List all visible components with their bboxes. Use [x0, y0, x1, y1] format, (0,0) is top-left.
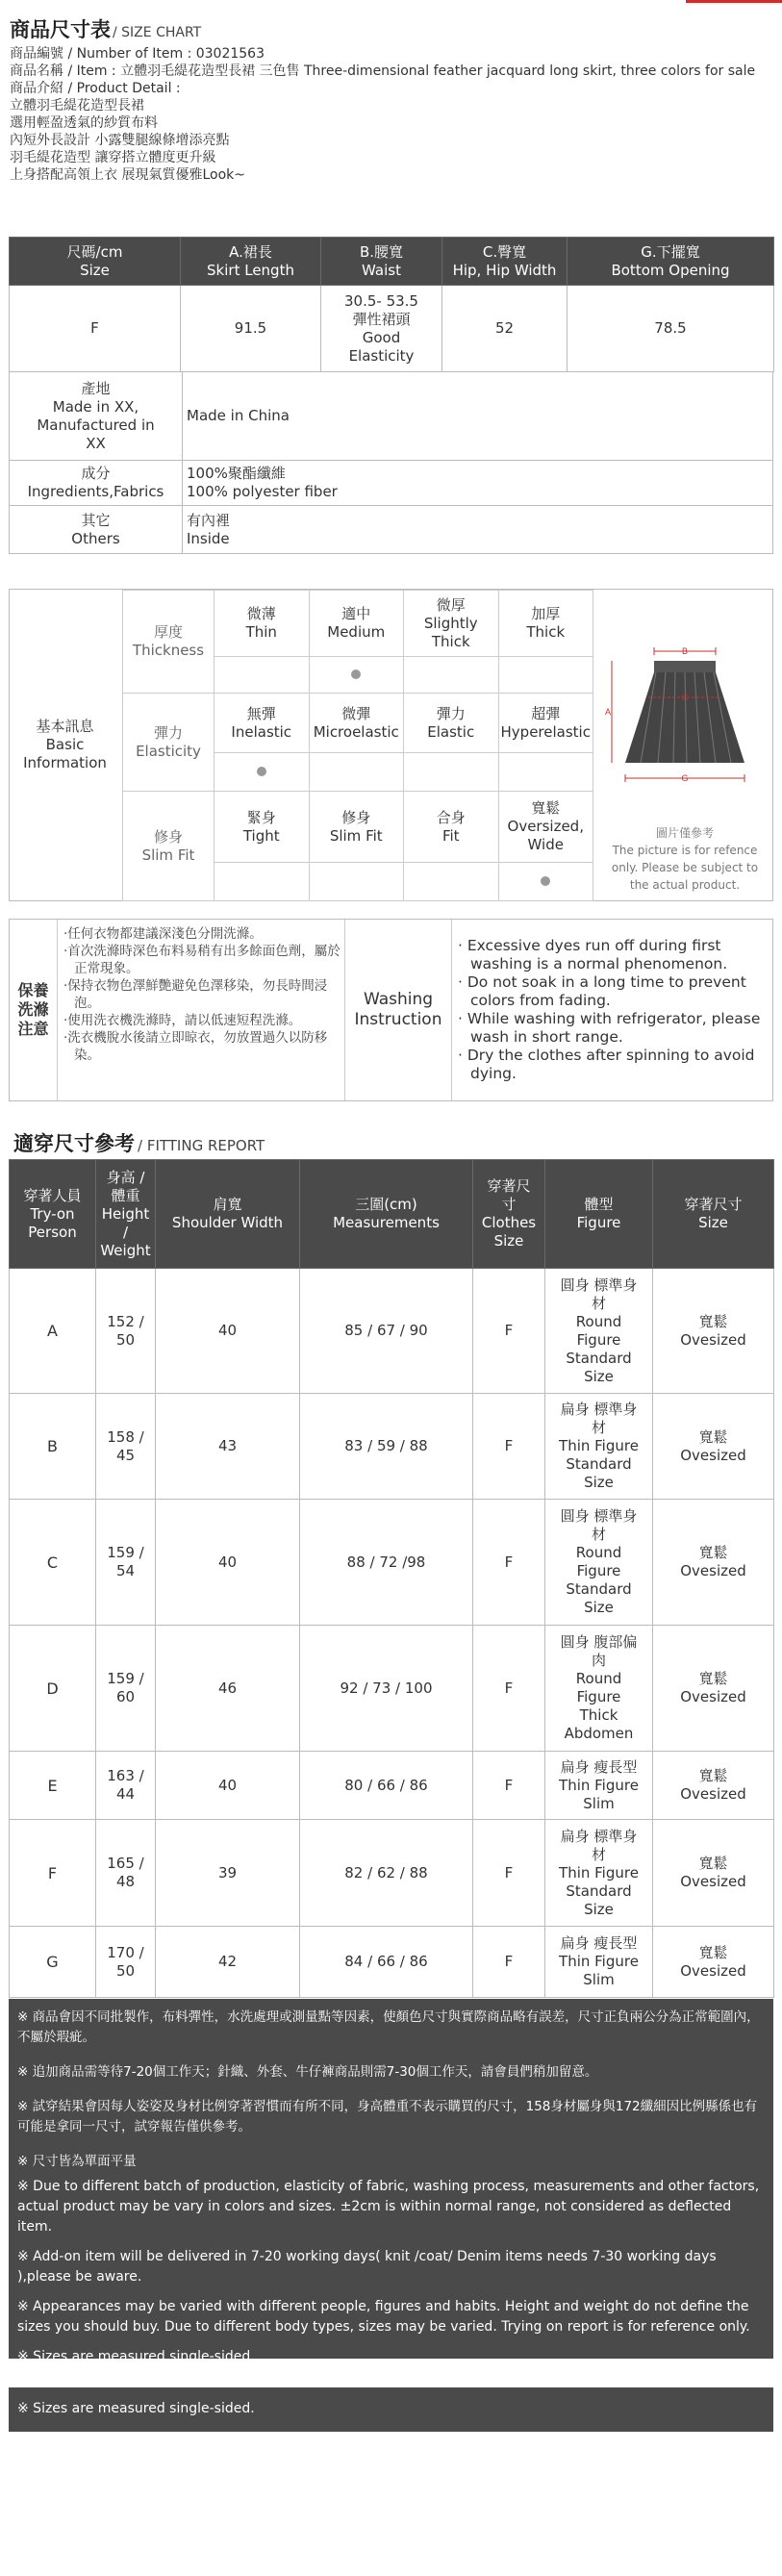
list-item: · Dry the clothes after spinning to avoid dying.	[458, 1047, 755, 1082]
person-cell: F	[10, 1820, 96, 1927]
item-number: 商品編號 / Number of Item : 03021563	[10, 46, 265, 62]
dot-cell	[404, 753, 499, 792]
fit-size-cell: 寬鬆 Ovesized	[653, 1394, 774, 1500]
height-weight-cell: 163 / 44	[96, 1752, 156, 1820]
header-bottom-opening: G.下擺寬 Bottom Opening	[568, 238, 774, 286]
note-footer: ※ Sizes are measured single-sided.	[17, 2401, 255, 2416]
fitting-title-zh: 適穿尺寸參考	[13, 1132, 135, 1155]
fitting-report-title	[13, 1128, 265, 1157]
cell-hip: 52	[442, 286, 568, 372]
header-skirt-length: A.裙長 Skirt Length	[181, 238, 321, 286]
elasticity-options-row	[123, 694, 593, 753]
dot-cell	[404, 657, 499, 694]
note-en: ※ Add-on item will be delivered in 7-20 working days( knit /coat/ Denim items needs 7-30 working days ),please be aware.	[17, 2249, 717, 2285]
list-item: ·任何衣物都建議深淺色分開洗滌。	[63, 926, 263, 942]
diagram-caption: 圖片僅參考 The picture is for refence only. Please be subject to the actual product.	[611, 826, 759, 892]
table-row	[10, 286, 774, 372]
cell-size: F	[10, 286, 181, 372]
others-row	[10, 506, 773, 554]
diagram-letter-g: G	[681, 773, 689, 783]
header-fit-size: 穿著尺寸 Size	[653, 1160, 774, 1269]
elasticity-option: 彈力 Elastic	[404, 694, 499, 753]
product-detail-line: 立體羽毛緹花造型長裙	[10, 98, 144, 114]
washing-list-zh	[63, 925, 342, 1064]
person-cell: D	[10, 1626, 96, 1752]
shoulder-cell: 42	[156, 1927, 300, 1998]
measurements-cell: 92 / 73 / 100	[300, 1626, 473, 1752]
dot-cell	[498, 657, 593, 694]
elasticity-option: 超彈 Hyperelastic	[498, 694, 593, 753]
height-weight-cell: 159 / 60	[96, 1626, 156, 1752]
dot-cell	[309, 863, 404, 901]
table-row	[10, 1927, 774, 1998]
measurements-cell: 85 / 67 / 90	[300, 1269, 473, 1394]
clothes-size-cell: F	[473, 1820, 545, 1927]
others-value: 有內裡 Inside	[183, 506, 773, 554]
shoulder-cell: 40	[156, 1269, 300, 1394]
measurements-cell: 84 / 66 / 86	[300, 1927, 473, 1998]
title-zh: 商品尺寸表	[10, 18, 111, 41]
note-zh: ※ 追加商品需等待7-20個工作天；針織、外套、牛仔褲商品則需7-30個工作天，請會員們稍加留意。	[17, 2064, 598, 2080]
accent-line	[686, 0, 782, 3]
table-row	[10, 1752, 774, 1820]
material-info-table	[9, 371, 773, 554]
list-item: ·保持衣物色澤鮮艷避免色澤移染，勿長時間浸泡。	[63, 978, 328, 1011]
fit-size-cell: 寬鬆 Ovesized	[653, 1820, 774, 1927]
thickness-label: 厚度 Thickness	[123, 591, 214, 694]
ingredients-row	[10, 461, 773, 506]
dot-cell	[498, 863, 593, 901]
clothes-size-cell: F	[473, 1927, 545, 1998]
elasticity-option: 微彈 Microelastic	[309, 694, 404, 753]
table-row	[10, 1820, 774, 1927]
header-size: 尺碼/cm Size	[10, 238, 181, 286]
measurements-cell: 82 / 62 / 88	[300, 1820, 473, 1927]
size-chart-header-row	[10, 238, 774, 286]
dot-cell	[498, 753, 593, 792]
thickness-options-row	[123, 591, 593, 657]
figure-cell: 圓身 標準身 材 Round Figure Standard Size	[545, 1500, 653, 1626]
note-en: ※ Appearances may be varied with different people, figures and habits. Height and weight do not define the sizes you should buy. Due to different body types, sizes may be varied. Trying on report is for reference only.	[17, 2299, 750, 2335]
elasticity-label: 彈力 Elasticity	[123, 694, 214, 792]
person-cell: E	[10, 1752, 96, 1820]
table-row	[10, 1626, 774, 1752]
shoulder-cell: 46	[156, 1626, 300, 1752]
header-person: 穿著人員 Try-on Person	[10, 1160, 96, 1269]
clothes-size-cell: F	[473, 1500, 545, 1626]
measurements-cell: 88 / 72 /98	[300, 1500, 473, 1626]
shoulder-cell: 43	[156, 1394, 300, 1500]
header-figure: 體型 Figure	[545, 1160, 653, 1269]
note-zh: ※ 商品會因不同批製作，布料彈性，水洗處理或測量點等因素，使顏色尺寸與實際商品略有誤差，尺寸正負兩公分為正常範圍內，不屬於瑕疵。	[17, 2009, 760, 2045]
diagram-letter-a: A	[604, 707, 612, 717]
title-en: / SIZE CHART	[113, 25, 202, 40]
figure-cell: 扁身 標準身 材 Thin Figure Standard Size	[545, 1394, 653, 1500]
notes-footer-panel	[9, 2387, 773, 2432]
header-waist: B.腰寬 Waist	[321, 238, 442, 286]
selected-dot	[257, 767, 266, 776]
dot-cell	[404, 863, 499, 901]
fit-option: 寬鬆 Oversized, Wide	[498, 792, 593, 863]
notes-zh-panel	[9, 1999, 773, 2170]
table-row	[10, 1394, 774, 1500]
size-chart-table	[9, 237, 774, 372]
header-clothes-size: 穿著尺 寸 Clothes Size	[473, 1160, 545, 1269]
height-weight-cell: 152 / 50	[96, 1269, 156, 1394]
figure-cell: 扁身 瘦長型 Thin Figure Slim	[545, 1752, 653, 1820]
height-weight-cell: 159 / 54	[96, 1500, 156, 1626]
list-item: ·使用洗衣機洗滌時，請以低速短程洗滌。	[63, 1013, 302, 1028]
skirt-diagram	[598, 619, 771, 897]
note-en: ※ Due to different batch of production, elasticity of fabric, washing process, measurements and other factors, actual product may be vary in colors and sizes. ±2cm is within normal range, not considered as deflected item.	[17, 2179, 760, 2235]
person-cell: A	[10, 1269, 96, 1394]
height-weight-cell: 165 / 48	[96, 1820, 156, 1927]
fitting-header-row	[10, 1160, 774, 1269]
dot-cell	[214, 753, 310, 792]
list-item: · Excessive dyes run off during first washing is a normal phenomenon.	[458, 937, 728, 972]
basic-info-grid	[122, 590, 593, 901]
figure-cell: 圓身 標準身 材 Round Figure Standard Size	[545, 1269, 653, 1394]
others-label: 其它 Others	[10, 506, 183, 554]
product-info	[10, 17, 774, 184]
fit-label: 修身 Slim Fit	[123, 792, 214, 901]
header-measurements: 三圍(cm) Measurements	[300, 1160, 473, 1269]
product-detail-label: 商品介紹 / Product Detail :	[10, 81, 181, 96]
origin-row	[10, 372, 773, 461]
list-item: ·洗衣機脫水後請立即晾衣，勿放置過久以防移染。	[63, 1030, 328, 1063]
elasticity-option: 無彈 Inelastic	[214, 694, 310, 753]
fitting-title-en: / FITTING REPORT	[138, 1137, 265, 1154]
fit-option: 緊身 Tight	[214, 792, 310, 863]
size-chart-title	[10, 17, 774, 42]
fit-size-cell: 寬鬆 Ovesized	[653, 1269, 774, 1394]
fit-size-cell: 寬鬆 Ovesized	[653, 1927, 774, 1998]
list-item: · Do not soak in a long time to prevent colors from fading.	[458, 973, 746, 1009]
table-row	[10, 1269, 774, 1394]
figure-cell: 扁身 瘦長型 Thin Figure Slim	[545, 1927, 653, 1998]
ingredients-label: 成分 Ingredients,Fabrics	[10, 461, 183, 506]
cell-waist: 30.5- 53.5 彈性裙頭 Good Elasticity	[321, 286, 442, 372]
product-detail-line: 羽毛緹花造型 讓穿搭立體度更升級	[10, 150, 216, 165]
dot-cell	[309, 753, 404, 792]
header-height-weight: 身高 / 體重 Height / Weight	[96, 1160, 156, 1269]
origin-value: Made in China	[183, 372, 773, 461]
header-shoulder: 肩寬 Shoulder Width	[156, 1160, 300, 1269]
note-zh: ※ 尺寸皆為單面平量	[17, 2154, 137, 2169]
item-name: 商品名稱 / Item : 立體羽毛緹花造型長裙 三色售 Three-dimensional feather jacquard long skirt, three colors for sale	[10, 63, 756, 79]
thickness-option: 加厚 Thick	[498, 591, 593, 657]
clothes-size-cell: F	[473, 1626, 545, 1752]
clothes-size-cell: F	[473, 1752, 545, 1820]
cell-skirt-length: 91.5	[181, 286, 321, 372]
measurements-cell: 80 / 66 / 86	[300, 1752, 473, 1820]
washing-list-en	[458, 937, 770, 1083]
cell-bottom-opening: 78.5	[568, 286, 774, 372]
shoulder-cell: 39	[156, 1820, 300, 1927]
product-detail-line: 內短外長設計 小露雙腿線條增添亮點	[10, 133, 230, 148]
dot-cell	[214, 657, 310, 694]
fit-option: 合身 Fit	[404, 792, 499, 863]
note-en: ※ Sizes are measured single-sided.	[17, 2349, 255, 2364]
dot-cell	[214, 863, 310, 901]
shoulder-cell: 40	[156, 1752, 300, 1820]
basic-info-panel	[9, 589, 773, 901]
list-item: ·首次洗滌時深色布料易稍有出多餘面色劑，屬於正常現象。	[63, 944, 341, 976]
thickness-option: 微薄 Thin	[214, 591, 310, 657]
shoulder-cell: 40	[156, 1500, 300, 1626]
ingredients-value: 100%聚酯纖維 100% polyester fiber	[183, 461, 773, 506]
table-row	[10, 1500, 774, 1626]
person-cell: B	[10, 1394, 96, 1500]
thickness-option: 適中 Medium	[309, 591, 404, 657]
height-weight-cell: 170 / 50	[96, 1927, 156, 1998]
measurements-cell: 83 / 59 / 88	[300, 1394, 473, 1500]
fit-size-cell: 寬鬆 Ovesized	[653, 1500, 774, 1626]
washing-label-en: Washing Instruction	[344, 920, 452, 1100]
fit-options-row	[123, 792, 593, 863]
selected-dot	[541, 876, 550, 886]
thickness-option: 微厚 Slightly Thick	[404, 591, 499, 657]
origin-label: 產地 Made in XX, Manufactured in XX	[10, 372, 183, 461]
clothes-size-cell: F	[473, 1269, 545, 1394]
figure-cell: 圓身 腹部偏 肉 Round Figure Thick Abdomen	[545, 1626, 653, 1752]
product-detail-line: 選用輕盈透氣的紗質布料	[10, 115, 158, 131]
note-zh: ※ 試穿結果會因每人姿姿及身材比例穿著習慣而有所不同，身高體重不表示購買的尺寸，158身材屬身與172纖細因比例縣係也有可能是拿同一尺寸，試穿報告僅供參考。	[17, 2099, 758, 2134]
header-hip: C.臀寬 Hip, Hip Width	[442, 238, 568, 286]
list-item: · While washing with refrigerator, please wash in short range.	[458, 1010, 761, 1046]
diagram-letter-b: B	[681, 646, 689, 656]
person-cell: G	[10, 1927, 96, 1998]
basic-info-label: 基本訊息 Basic Information	[23, 718, 107, 771]
skirt-illustration-icon	[598, 619, 771, 821]
height-weight-cell: 158 / 45	[96, 1394, 156, 1500]
dot-cell	[309, 657, 404, 694]
person-cell: C	[10, 1500, 96, 1626]
fitting-report-table	[9, 1159, 774, 1998]
notes-en-panel	[9, 2170, 773, 2364]
diagram-letter-c: C	[681, 693, 689, 702]
fit-size-cell: 寬鬆 Ovesized	[653, 1752, 774, 1820]
product-detail-line: 上身搭配高領上衣 展現氣質優雅Look~	[10, 167, 245, 183]
selected-dot	[351, 669, 361, 679]
washing-label-zh: 保養 洗滌 注意	[10, 920, 58, 1100]
washing-panel	[9, 919, 773, 1101]
fit-option: 修身 Slim Fit	[309, 792, 404, 863]
fit-size-cell: 寬鬆 Ovesized	[653, 1626, 774, 1752]
figure-cell: 扁身 標準身 材 Thin Figure Standard Size	[545, 1820, 653, 1927]
clothes-size-cell: F	[473, 1394, 545, 1500]
